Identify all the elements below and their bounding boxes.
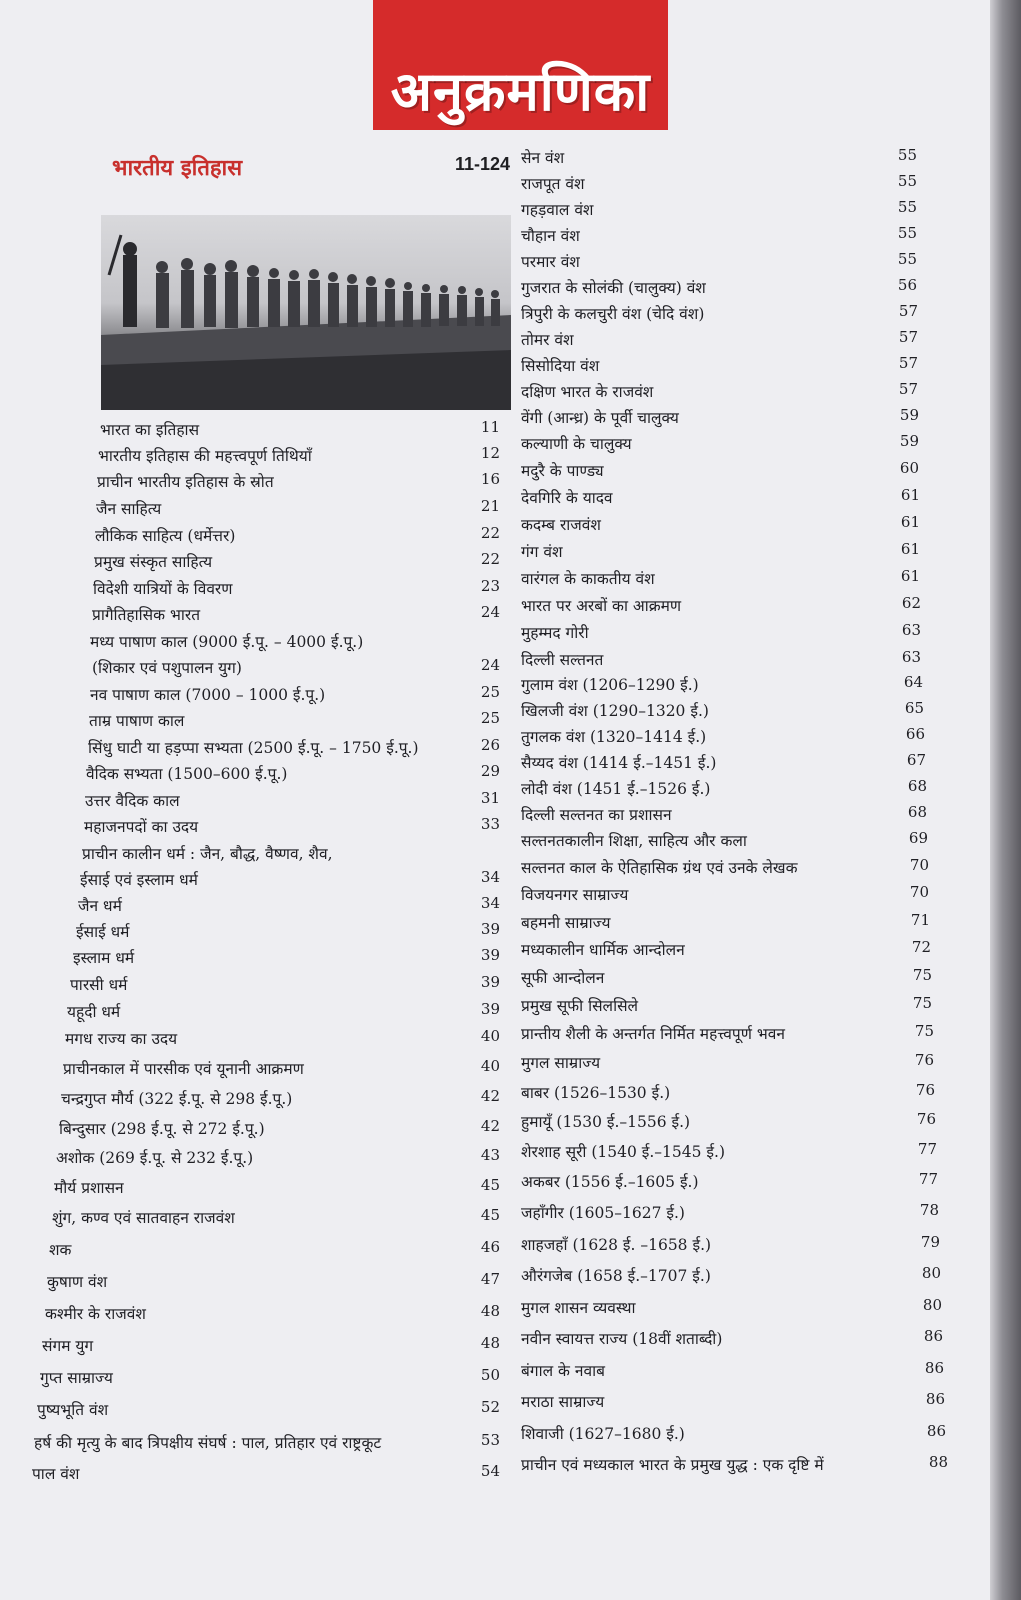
toc-entry-title: मध्य पाषाण काल (9000 ई.पू. – 4000 ई.पू.) (90, 633, 364, 651)
toc-entry-title: नव पाषाण काल (7000 – 1000 ई.पू.) (90, 686, 326, 704)
right-toc-entry (521, 250, 917, 272)
right-toc-entry (521, 1140, 937, 1162)
left-toc-entry (67, 1000, 500, 1022)
toc-entry-page: 75 (912, 994, 932, 1012)
right-toc-entry (521, 883, 929, 905)
toc-entry-page: 42 (480, 1117, 500, 1135)
right-toc-entry (521, 432, 919, 454)
left-toc-entry (80, 868, 500, 890)
toc-entry-title: नवीन स्वायत्त राज्य (18वीं शताब्दी) (521, 1330, 723, 1348)
left-toc-entry (88, 736, 500, 758)
toc-entry-page: 88 (928, 1453, 948, 1471)
right-toc-entry (521, 1453, 948, 1475)
right-toc-entry (521, 699, 924, 721)
toc-entry-title: प्राचीनकाल में पारसीक एवं यूनानी आक्रमण (63, 1060, 304, 1078)
toc-entry-title: वेंगी (आन्ध्र) के पूर्वी चालुक्य (521, 409, 679, 427)
toc-entry-title: प्राचीन कालीन धर्म : जैन, बौद्ध, वैष्णव, शैव, (82, 845, 333, 863)
toc-entry-page: 68 (907, 803, 927, 821)
right-toc-entry (521, 459, 919, 481)
toc-entry-title: त्रिपुरी के कलचुरी वंश (चेदि वंश) (521, 305, 705, 323)
toc-entry-title: तुगलक वंश (1320–1414 ई.) (521, 728, 707, 746)
toc-entry-page: 80 (921, 1264, 941, 1282)
toc-entry-page: 86 (926, 1422, 946, 1440)
toc-entry-title: मगध राज्य का उदय (65, 1030, 178, 1048)
toc-entry-page: 22 (480, 524, 500, 542)
right-toc-entry (521, 1327, 943, 1349)
left-toc-entry (92, 603, 500, 625)
toc-entry-page: 40 (480, 1057, 500, 1075)
toc-entry-page: 70 (909, 883, 929, 901)
toc-entry-title: गुलाम वंश (1206–1290 ई.) (521, 676, 699, 694)
toc-entry-page: 25 (480, 683, 500, 701)
toc-entry-title: शुंग, कण्व एवं सातवाहन राजवंश (52, 1209, 235, 1227)
toc-entry-title: वैदिक सभ्यता (1500–600 ई.पू.) (86, 765, 288, 783)
toc-entry-title: बाबर (1526–1530 ई.) (521, 1084, 671, 1102)
left-toc-entry (92, 656, 500, 678)
toc-entry-title: शिवाजी (1627–1680 ई.) (521, 1425, 685, 1443)
toc-entry-title: हुमायूँ (1530 ई.–1556 ई.) (521, 1113, 691, 1131)
toc-entry-title: अशोक (269 ई.पू. से 232 ई.पू.) (56, 1149, 254, 1167)
toc-entry-page: 39 (480, 1000, 500, 1018)
toc-entry-page: 33 (480, 815, 500, 833)
left-toc-entry (89, 709, 500, 731)
toc-entry-page: 57 (898, 302, 918, 320)
toc-entry-title: सूफी आन्दोलन (521, 969, 605, 987)
left-toc-entry (61, 1087, 500, 1109)
toc-entry-page: 25 (480, 709, 500, 727)
right-toc-entry (521, 966, 932, 988)
toc-entry-page: 55 (897, 224, 917, 242)
toc-entry-title: हर्ष की मृत्यु के बाद त्रिपक्षीय संघर्ष : पाल, प्रतिहार एवं राष्ट्रकूट (34, 1434, 382, 1452)
toc-entry-page: 60 (899, 459, 919, 477)
toc-entry-title: परमार वंश (521, 253, 580, 271)
left-toc-entry (65, 1027, 500, 1049)
toc-entry-title: औरंगजेब (1658 ई.–1707 ई.) (521, 1267, 711, 1285)
left-toc-entry (56, 1146, 500, 1168)
toc-entry-title: विजयनगर साम्राज्य (521, 886, 629, 904)
toc-entry-page: 21 (480, 497, 500, 515)
toc-entry-page: 77 (917, 1140, 937, 1158)
right-toc-entry (521, 777, 927, 799)
left-toc-entry (40, 1366, 500, 1388)
right-toc-entry (521, 594, 921, 616)
toc-entry-title: मौर्य प्रशासन (54, 1179, 124, 1197)
toc-entry-page: 52 (480, 1398, 500, 1416)
toc-entry-page: 68 (907, 777, 927, 795)
right-toc-entry (521, 1233, 940, 1255)
toc-entry-title: प्रमुख सूफी सिलसिले (521, 997, 639, 1015)
toc-entry-page: 12 (480, 444, 500, 462)
right-toc-entry (521, 911, 930, 933)
toc-entry-page: 24 (480, 656, 500, 674)
toc-entry-page: 29 (480, 762, 500, 780)
left-toc-entry (37, 1398, 500, 1420)
toc-entry-title: मराठा साम्राज्य (521, 1393, 605, 1411)
right-toc-entry (521, 725, 925, 747)
toc-entry-page: 24 (480, 603, 500, 621)
toc-entry-title: (शिकार एवं पशुपालन युग) (92, 659, 242, 677)
toc-entry-title: महाजनपदों का उदय (84, 818, 199, 836)
toc-entry-title: जैन साहित्य (96, 500, 162, 518)
toc-entry-title: कल्याणी के चालुक्य (521, 435, 632, 453)
toc-entry-page: 50 (480, 1366, 500, 1384)
right-toc-entry (521, 172, 917, 194)
toc-entry-title: तोमर वंश (521, 331, 574, 349)
right-toc-entry (521, 648, 921, 670)
left-toc-entry (63, 1057, 500, 1079)
toc-entry-title: गुजरात के सोलंकी (चालुक्य) वंश (521, 279, 706, 297)
toc-entry-page: 86 (925, 1390, 945, 1408)
toc-entry-title: सल्तनतकालीन शिक्षा, साहित्य और कला (521, 832, 747, 850)
toc-entry-page: 40 (480, 1027, 500, 1045)
toc-entry-page: 76 (916, 1110, 936, 1128)
toc-entry-page: 48 (480, 1334, 500, 1352)
toc-entry-page: 75 (914, 1022, 934, 1040)
toc-entry-title: दिल्ली सल्तनत का प्रशासन (521, 806, 672, 824)
toc-entry-page: 86 (923, 1327, 943, 1345)
right-toc-entry (521, 856, 929, 878)
right-toc-entry (521, 1359, 944, 1381)
toc-entry-title: उत्तर वैदिक काल (85, 792, 180, 810)
toc-entry-title: भारतीय इतिहास की महत्त्वपूर्ण तिथियाँ (98, 447, 312, 465)
left-toc-entry (78, 894, 500, 916)
left-toc-entry (98, 444, 500, 466)
toc-entry-page: 55 (897, 250, 917, 268)
toc-entry-page: 61 (900, 513, 920, 531)
left-toc-entry (42, 1334, 500, 1356)
toc-entry-page: 64 (903, 673, 923, 691)
toc-entry-page: 61 (900, 540, 920, 558)
left-toc-entry (94, 550, 500, 572)
right-toc-entry (521, 938, 931, 960)
section-title: भारतीय इतिहास (112, 155, 243, 181)
toc-entry-title: बहमनी साम्राज्य (521, 914, 611, 932)
toc-entry-title: चन्द्रगुप्त मौर्य (322 ई.पू. से 298 ई.पू.) (61, 1090, 293, 1108)
toc-entry-title: यहूदी धर्म (67, 1003, 121, 1021)
toc-entry-title: सैय्यद वंश (1414 ई.–1451 ई.) (521, 754, 717, 772)
left-toc-entry (73, 946, 500, 968)
toc-entry-page: 42 (480, 1087, 500, 1105)
toc-entry-title: चौहान वंश (521, 227, 580, 245)
toc-entry-title: प्राचीन एवं मध्यकाल भारत के प्रमुख युद्ध : एक दृष्टि में (521, 1456, 824, 1474)
toc-entry-page: 31 (480, 789, 500, 807)
toc-entry-title: कदम्ब राजवंश (521, 516, 601, 534)
toc-entry-title: शाहजहाँ (1628 ई. –1658 ई.) (521, 1236, 712, 1254)
toc-entry-page: 61 (900, 486, 920, 504)
toc-entry-page: 78 (919, 1201, 939, 1219)
toc-entry-title: भारत का इतिहास (100, 421, 200, 439)
toc-entry-page: 63 (901, 648, 921, 666)
left-toc-entry (93, 577, 500, 599)
toc-entry-page: 26 (480, 736, 500, 754)
left-toc-entry (34, 1431, 500, 1453)
toc-entry-page: 70 (909, 856, 929, 874)
right-toc-entry (521, 1081, 935, 1103)
right-toc-entry (521, 1390, 945, 1412)
toc-entry-title: ईसाई एवं इस्लाम धर्म (80, 871, 198, 889)
toc-entry-title: पुष्यभूति वंश (37, 1401, 109, 1419)
toc-entry-page: 57 (898, 380, 918, 398)
toc-entry-page: 80 (922, 1296, 942, 1314)
toc-entry-title: मुहम्मद गोरी (521, 624, 589, 642)
left-toc-entry (54, 1176, 500, 1198)
toc-entry-title: अकबर (1556 ई.–1605 ई.) (521, 1173, 699, 1191)
toc-entry-page: 45 (480, 1176, 500, 1194)
toc-entry-page: 77 (918, 1170, 938, 1188)
right-toc-entry (521, 1264, 941, 1286)
right-toc-entry (521, 1051, 934, 1073)
toc-entry-page: 65 (904, 699, 924, 717)
toc-entry-title: इस्लाम धर्म (73, 949, 135, 967)
toc-entry-title: पाल वंश (32, 1465, 80, 1483)
toc-entry-title: सिसोदिया वंश (521, 357, 600, 375)
toc-entry-page: 34 (480, 894, 500, 912)
toc-entry-page: 54 (480, 1462, 500, 1480)
toc-entry-page: 76 (915, 1081, 935, 1099)
right-toc-entry (521, 1110, 936, 1132)
toc-entry-title: प्रमुख संस्कृत साहित्य (94, 553, 213, 571)
right-toc-entry (521, 380, 918, 402)
left-toc-entry (47, 1270, 500, 1292)
right-toc-entry (521, 673, 923, 695)
left-toc-entry (59, 1117, 500, 1139)
toc-entry-title: गुप्त साम्राज्य (40, 1369, 113, 1387)
right-toc-entry (521, 567, 920, 589)
toc-entry-page: 46 (480, 1238, 500, 1256)
toc-entry-title: शेरशाह सूरी (1540 ई.–1545 ई.) (521, 1143, 726, 1161)
toc-entry-page: 55 (897, 198, 917, 216)
toc-entry-title: लौकिक साहित्य (धर्मेत्तर) (95, 527, 236, 545)
toc-entry-title: दिल्ली सल्तनत (521, 651, 604, 669)
toc-entry-page: 69 (908, 829, 928, 847)
toc-entry-page: 39 (480, 920, 500, 938)
toc-entry-title: जैन धर्म (78, 897, 122, 915)
toc-entry-title: खिलजी वंश (1290–1320 ई.) (521, 702, 709, 720)
toc-entry-page: 48 (480, 1302, 500, 1320)
right-toc-entry (521, 540, 920, 562)
toc-entry-title: पारसी धर्म (70, 976, 128, 994)
toc-entry-title: ईसाई धर्म (76, 923, 130, 941)
toc-entry-page: 59 (899, 406, 919, 424)
toc-entry-title: दक्षिण भारत के राजवंश (521, 383, 654, 401)
left-toc-entry (90, 630, 500, 652)
right-toc-entry (521, 198, 917, 220)
right-toc-entry (521, 829, 928, 851)
toc-entry-page: 56 (897, 276, 917, 294)
right-toc-entry (521, 328, 918, 350)
right-toc-entry (521, 224, 917, 246)
left-toc-entry (76, 920, 500, 942)
toc-entry-page: 34 (480, 868, 500, 886)
toc-entry-title: सेन वंश (521, 149, 565, 167)
right-toc-entry (521, 302, 918, 324)
toc-entry-title: मुगल शासन व्यवस्था (521, 1299, 636, 1317)
right-toc-entry (521, 1422, 946, 1444)
right-toc-entry (521, 1022, 934, 1044)
toc-entry-title: ताम्र पाषाण काल (89, 712, 185, 730)
toc-entry-page: 11 (480, 418, 500, 436)
toc-entry-title: मध्यकालीन धार्मिक आन्दोलन (521, 941, 685, 959)
left-toc-entry (45, 1302, 500, 1324)
toc-entry-page: 39 (480, 973, 500, 991)
toc-entry-page: 23 (480, 577, 500, 595)
right-toc-entry (521, 803, 927, 825)
toc-entry-title: गंग वंश (521, 543, 563, 561)
toc-entry-title: कश्मीर के राजवंश (45, 1305, 146, 1323)
toc-entry-page: 57 (898, 328, 918, 346)
toc-entry-page: 43 (480, 1146, 500, 1164)
right-toc-entry (521, 146, 917, 168)
right-toc-entry (521, 621, 921, 643)
left-toc-entry (70, 973, 500, 995)
toc-entry-page: 55 (897, 172, 917, 190)
right-toc-entry (521, 1201, 939, 1223)
toc-entry-title: देवगिरि के यादव (521, 489, 613, 507)
left-toc-entry (82, 842, 500, 864)
left-toc-entry (95, 524, 500, 546)
toc-entry-page: 67 (906, 751, 926, 769)
toc-entry-page: 53 (480, 1431, 500, 1449)
toc-entry-page: 47 (480, 1270, 500, 1288)
right-toc-entry (521, 276, 917, 298)
right-toc-entry (521, 1296, 942, 1318)
left-toc-entry (85, 789, 500, 811)
toc-entry-title: संगम युग (42, 1337, 94, 1355)
left-toc-entry (86, 762, 500, 784)
toc-entry-page: 59 (899, 432, 919, 450)
toc-entry-page: 76 (914, 1051, 934, 1069)
toc-entry-page: 22 (480, 550, 500, 568)
left-toc-entry (100, 418, 500, 440)
right-toc-entry (521, 406, 919, 428)
right-toc-entry (521, 354, 918, 376)
page-edge (990, 0, 1021, 1600)
toc-entry-title: कुषाण वंश (47, 1273, 108, 1291)
toc-entry-title: वारंगल के काकतीय वंश (521, 570, 655, 588)
toc-entry-title: बंगाल के नवाब (521, 1362, 605, 1380)
right-toc-entry (521, 486, 920, 508)
toc-entry-title: शक (49, 1241, 72, 1259)
toc-entry-title: बिन्दुसार (298 ई.पू. से 272 ई.पू.) (59, 1120, 265, 1138)
right-toc-entry (521, 1170, 938, 1192)
toc-entry-page: 71 (910, 911, 930, 929)
left-toc-entry (90, 683, 500, 705)
left-toc-entry (49, 1238, 500, 1260)
section-page-range: 11-124 (455, 154, 511, 174)
left-toc-entry (97, 470, 500, 492)
toc-entry-page: 57 (898, 354, 918, 372)
toc-entry-page: 62 (901, 594, 921, 612)
toc-entry-title: प्राचीन भारतीय इतिहास के स्रोत (97, 473, 274, 491)
right-toc-entry (521, 513, 920, 535)
toc-entry-title: लोदी वंश (1451 ई.–1526 ई.) (521, 780, 711, 798)
left-toc-entry (52, 1206, 500, 1228)
toc-entry-title: प्रान्तीय शैली के अन्तर्गत निर्मित महत्त्वपूर्ण भवन (521, 1025, 785, 1043)
toc-entry-title: राजपूत वंश (521, 175, 585, 193)
toc-entry-page: 86 (924, 1359, 944, 1377)
left-toc-entry (84, 815, 500, 837)
toc-entry-page: 45 (480, 1206, 500, 1224)
toc-entry-title: विदेशी यात्रियों के विवरण (93, 580, 233, 598)
toc-entry-page: 79 (920, 1233, 940, 1251)
toc-entry-title: प्रागैतिहासिक भारत (92, 606, 201, 624)
toc-entry-title: भारत पर अरबों का आक्रमण (521, 597, 682, 615)
toc-entry-page: 55 (897, 146, 917, 164)
toc-entry-title: सिंधु घाटी या हड़प्पा सभ्यता (2500 ई.पू. – 1750 ई.पू.) (88, 739, 419, 757)
right-toc-entry (521, 994, 932, 1016)
left-toc-entry (96, 497, 500, 519)
toc-entry-title: गहड़वाल वंश (521, 201, 594, 219)
toc-entry-title: सल्तनत काल के ऐतिहासिक ग्रंथ एवं उनके लेखक (521, 859, 798, 877)
toc-entry-page: 72 (911, 938, 931, 956)
toc-entry-page: 63 (901, 621, 921, 639)
page-title: अनुक्रमणिका (390, 59, 651, 123)
toc-entry-title: मुगल साम्राज्य (521, 1054, 601, 1072)
toc-entry-page: 39 (480, 946, 500, 964)
left-toc-entry (32, 1462, 500, 1484)
toc-entry-page: 66 (905, 725, 925, 743)
toc-entry-title: मदुरै के पाण्ड्य (521, 462, 604, 480)
toc-entry-page: 75 (912, 966, 932, 984)
toc-entry-page: 61 (900, 567, 920, 585)
toc-entry-title: जहाँगीर (1605–1627 ई.) (521, 1204, 685, 1222)
toc-entry-page: 16 (480, 470, 500, 488)
right-toc-entry (521, 751, 926, 773)
